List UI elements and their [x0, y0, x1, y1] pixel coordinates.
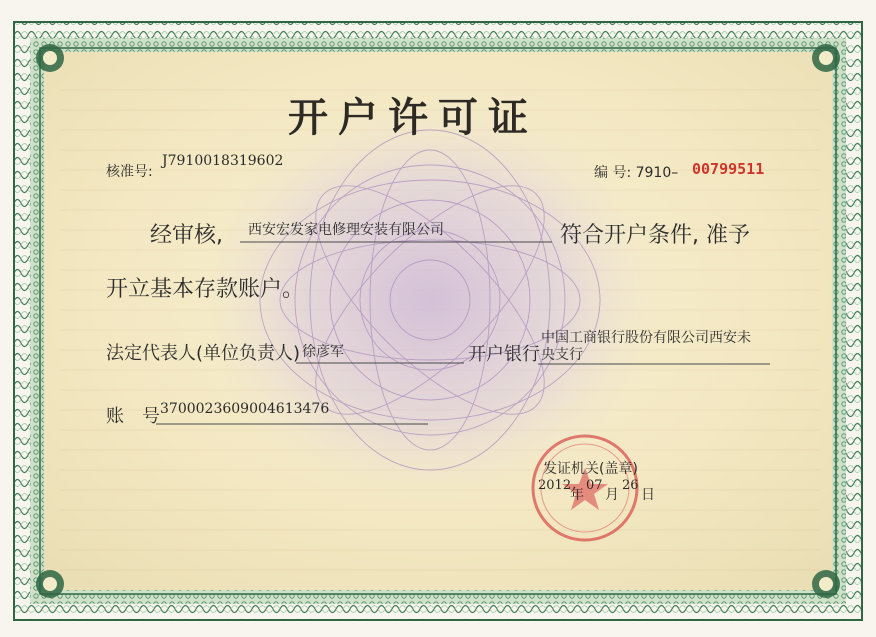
account-label: 账 号: [106, 406, 160, 427]
approval-label: 核准号:: [106, 164, 153, 180]
bank-name-line2: 央支行: [541, 347, 583, 363]
issue-month-unit: 月: [605, 487, 619, 503]
bank-label: 开户银行: [468, 344, 540, 365]
issuer-label: 发证机关(盖章): [543, 461, 638, 477]
serial-label: 编 号: 7910–: [594, 165, 679, 181]
legal-rep-label: 法定代表人(单位负责人): [106, 343, 301, 364]
issue-day-unit: 日: [641, 487, 655, 503]
issue-month: 07: [586, 478, 603, 493]
issue-year: 2012: [538, 478, 572, 493]
issue-day: 26: [622, 478, 639, 493]
bank-name-line1: 中国工商银行股份有限公司西安未: [541, 330, 751, 346]
legal-rep-name: 徐彦军: [302, 344, 344, 360]
serial-number: 00799511: [692, 160, 765, 178]
company-name: 西安宏发家电修理安装有限公司: [248, 222, 444, 238]
certificate-title: 开户许可证: [288, 95, 538, 141]
body-end-text: 开立基本存款账户。: [106, 277, 305, 302]
issue-year-unit: 年: [570, 487, 584, 503]
body-mid-text: 符合开户条件, 准予: [560, 223, 750, 248]
approval-number: J7910018319602: [162, 153, 284, 169]
account-number: 3700023609004613476: [160, 401, 330, 417]
body-lead-text: 经审核,: [150, 223, 223, 248]
